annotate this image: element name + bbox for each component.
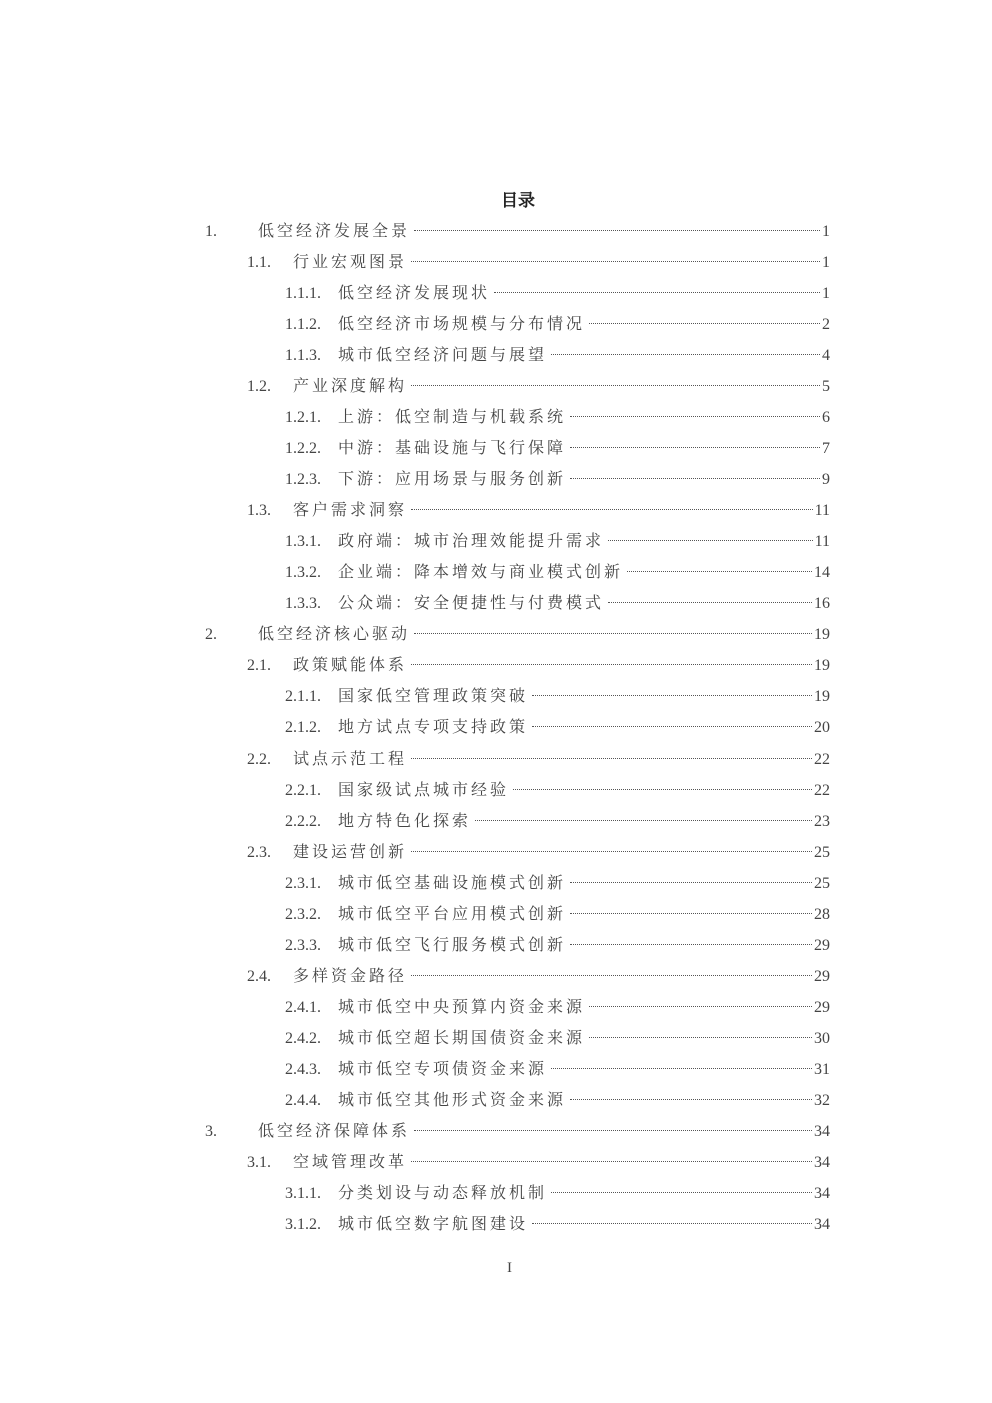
toc-leader-dots [570,478,820,479]
toc-leader-dots [411,758,812,759]
toc-entry[interactable] [247,247,830,278]
toc-entry-title: 低空经济发展现状 [338,285,491,303]
toc-entry-page: 34 [814,1122,830,1140]
toc-leader-dots [513,789,812,790]
toc-leader-dots [414,1130,812,1131]
toc-entry-title: 政府端：城市治理效能提升需求 [338,533,605,551]
toc-entry-title: 低空经济市场规模与分布情况 [338,316,586,334]
toc-entry[interactable] [247,744,830,775]
toc-leader-dots [411,261,820,262]
toc-entry-number: 2.2.1. [285,781,321,799]
toc-entry-page: 19 [814,688,830,706]
toc-entry-title: 地方特色化探索 [338,812,472,830]
toc-entry-number: 2.4. [247,967,271,985]
toc-entry[interactable] [285,309,830,340]
toc-entry-page: 32 [814,1091,830,1109]
toc-entry-number: 2.1. [247,657,271,675]
toc-entry-page: 30 [814,1029,830,1047]
toc-entry[interactable] [285,930,830,961]
toc-entry[interactable] [205,216,830,247]
toc-entry[interactable] [247,495,830,526]
toc-entry-number: 1.2.1. [285,409,321,427]
toc-entry[interactable] [285,278,830,309]
toc-entry-title: 产业深度解构 [293,378,408,396]
toc-entry-page: 34 [814,1184,830,1202]
toc-leader-dots [570,944,812,945]
toc-entry[interactable] [285,526,830,557]
toc-entry[interactable] [285,899,830,930]
toc-entry-page: 29 [814,936,830,954]
toc-entry-number: 1.1.1. [285,285,321,303]
toc-entry-number: 3.1. [247,1153,271,1171]
toc-entry-title: 地方试点专项支持政策 [338,719,529,737]
toc-leader-dots [589,323,820,324]
toc-entry-title: 空域管理改革 [293,1153,408,1171]
toc-entry[interactable] [285,992,830,1023]
toc-leader-dots [608,602,812,603]
toc-entry-title: 城市低空数字航图建设 [338,1215,529,1233]
toc-entry-title: 低空经济保障体系 [258,1122,411,1140]
toc-entry-page: 11 [814,533,830,551]
toc-entry-page: 29 [814,998,830,1016]
toc-entry-title: 低空经济核心驱动 [258,626,411,644]
toc-leader-dots [627,571,812,572]
toc-entry-number: 1.2. [247,378,271,396]
toc-entry[interactable] [285,775,830,806]
toc-entry-page: 23 [814,812,830,830]
toc-entry-number: 1.3.2. [285,564,321,582]
toc-entry-title: 城市低空基础设施模式创新 [338,874,567,892]
toc-leader-dots [608,540,813,541]
toc-entry-page: 4 [822,347,830,365]
toc-entry[interactable] [285,1023,830,1054]
toc-entry-title: 城市低空超长期国债资金来源 [338,1029,586,1047]
toc-entry-title: 公众端：安全便捷性与付费模式 [338,595,605,613]
toc-entry-page: 34 [814,1215,830,1233]
toc-title: 目录 [501,191,535,210]
toc-entry[interactable] [247,650,830,681]
toc-leader-dots [570,1099,812,1100]
toc-leader-dots [551,354,820,355]
toc-leader-dots [411,664,812,665]
toc-leader-dots [570,882,812,883]
page-number: I [507,1260,512,1276]
toc-entry-number: 2. [205,626,217,644]
toc-entry[interactable] [285,464,830,495]
toc-entry-number: 1. [205,223,217,240]
toc-entry[interactable] [285,681,830,712]
toc-entry[interactable] [247,837,830,868]
toc-entry-page: 19 [814,657,830,675]
toc-entry-number: 1.3.1. [285,533,321,551]
toc-entry-page: 9 [822,471,830,489]
toc-entry-title: 城市低空经济问题与展望 [338,347,548,365]
toc-leader-dots [532,726,812,727]
toc-entry[interactable] [285,557,830,588]
toc-entry-page: 1 [822,254,830,272]
toc-leader-dots [532,1223,812,1224]
toc-entry[interactable] [205,619,830,650]
toc-entry-title: 低空经济发展全景 [258,223,411,240]
toc-entry-number: 2.3.1. [285,874,321,892]
toc-entry-number: 1.2.2. [285,440,321,458]
toc-entry-number: 2.3.3. [285,936,321,954]
toc-leader-dots [532,695,812,696]
toc-leader-dots [414,633,812,634]
toc-entry-title: 上游：低空制造与机载系统 [338,409,567,427]
toc-entry-number: 1.2.3. [285,471,321,489]
toc-entry-page: 25 [814,874,830,892]
toc-entry-title: 城市低空其他形式资金来源 [338,1091,567,1109]
toc-entry-number: 2.4.3. [285,1060,321,1078]
toc-entry-page: 5 [822,378,830,396]
toc-leader-dots [570,913,812,914]
toc-entry[interactable] [285,588,830,619]
toc-entry-page: 22 [814,781,830,799]
toc-leader-dots [411,509,813,510]
toc-entry[interactable] [205,1116,830,1147]
toc-entry-number: 2.2.2. [285,812,321,830]
toc-entry-page: 1 [822,285,830,303]
toc-leader-dots [589,1037,812,1038]
toc-entry-page: 34 [814,1153,830,1171]
toc-entry-number: 2.1.2. [285,719,321,737]
toc-entry-number: 2.3.2. [285,905,321,923]
toc-entry-title: 下游：应用场景与服务创新 [338,471,567,489]
toc-entry-title: 分类划设与动态释放机制 [338,1184,548,1202]
toc-entry[interactable] [285,868,830,899]
toc-entry-number: 1.3. [247,502,271,520]
toc-leader-dots [589,1006,812,1007]
toc-entry-title: 城市低空专项债资金来源 [338,1060,548,1078]
toc-entry-number: 2.4.2. [285,1029,321,1047]
toc-entry[interactable] [247,1147,830,1178]
toc-entry-number: 3.1.2. [285,1215,321,1233]
toc-leader-dots [551,1192,812,1193]
toc-leader-dots [570,447,820,448]
toc-entry-title: 中游：基础设施与飞行保障 [338,440,567,458]
toc-entry[interactable] [285,806,830,837]
toc-entry-number: 3. [205,1122,217,1140]
toc-entry-page: 2 [822,316,830,334]
toc-entry-page: 31 [814,1060,830,1078]
toc-entry-number: 1.3.3. [285,595,321,613]
toc-entry-title: 国家级试点城市经验 [338,781,510,799]
toc-entry[interactable] [247,371,830,402]
toc-leader-dots [414,230,820,231]
toc-entry-title: 城市低空平台应用模式创新 [338,905,567,923]
toc-entry[interactable] [285,1178,830,1209]
toc-entry[interactable] [247,961,830,992]
toc-entry-title: 客户需求洞察 [293,502,408,520]
toc-entry-page: 22 [814,750,830,768]
toc-leader-dots [411,851,812,852]
toc-entry-title: 城市低空中央预算内资金来源 [338,998,586,1016]
toc-entry-page: 29 [814,967,830,985]
toc-entry-page: 19 [814,626,830,644]
toc-entry[interactable] [285,1085,830,1116]
toc-entry[interactable] [285,402,830,433]
toc-leader-dots [411,385,820,386]
toc-entry-page: 16 [814,595,830,613]
toc-entry-number: 2.1.1. [285,688,321,706]
toc-entry-page: 6 [822,409,830,427]
toc-entry-title: 多样资金路径 [293,967,408,985]
toc-entry-number: 2.3. [247,843,271,861]
toc-entry-title: 试点示范工程 [293,750,408,768]
toc-entry-number: 1.1.3. [285,347,321,365]
toc-entry[interactable] [285,1054,830,1085]
toc-entry-number: 2.2. [247,750,271,768]
toc-leader-dots [475,820,812,821]
toc-leader-dots [494,292,820,293]
toc-entry-number: 2.4.4. [285,1091,321,1109]
toc-entry[interactable] [285,433,830,464]
toc-entry-page: 11 [814,502,830,520]
toc-entry-number: 1.1. [247,254,271,272]
toc-entry-number: 3.1.1. [285,1184,321,1202]
toc-entry-title: 行业宏观图景 [293,254,408,272]
toc-leader-dots [551,1068,812,1069]
toc-entry-page: 20 [814,719,830,737]
toc-entry-title: 建设运营创新 [293,843,408,861]
toc-entry-title: 企业端：降本增效与商业模式创新 [338,564,624,582]
toc-leader-dots [411,975,812,976]
toc-entry-page: 14 [814,564,830,582]
toc-entry-number: 2.4.1. [285,998,321,1016]
toc-entry[interactable] [285,340,830,371]
toc-entry[interactable] [285,1209,830,1240]
toc-entry-page: 25 [814,843,830,861]
toc-entry-title: 国家低空管理政策突破 [338,688,529,706]
toc-leader-dots [570,416,820,417]
toc-leader-dots [411,1161,812,1162]
toc-entry[interactable] [285,712,830,743]
toc-entry-number: 1.1.2. [285,316,321,334]
toc-entry-title: 城市低空飞行服务模式创新 [338,936,567,954]
toc-entry-page: 28 [814,905,830,923]
toc-entry-page: 1 [822,223,830,240]
toc-entry-page: 7 [822,440,830,458]
toc-entry-title: 政策赋能体系 [293,657,408,675]
